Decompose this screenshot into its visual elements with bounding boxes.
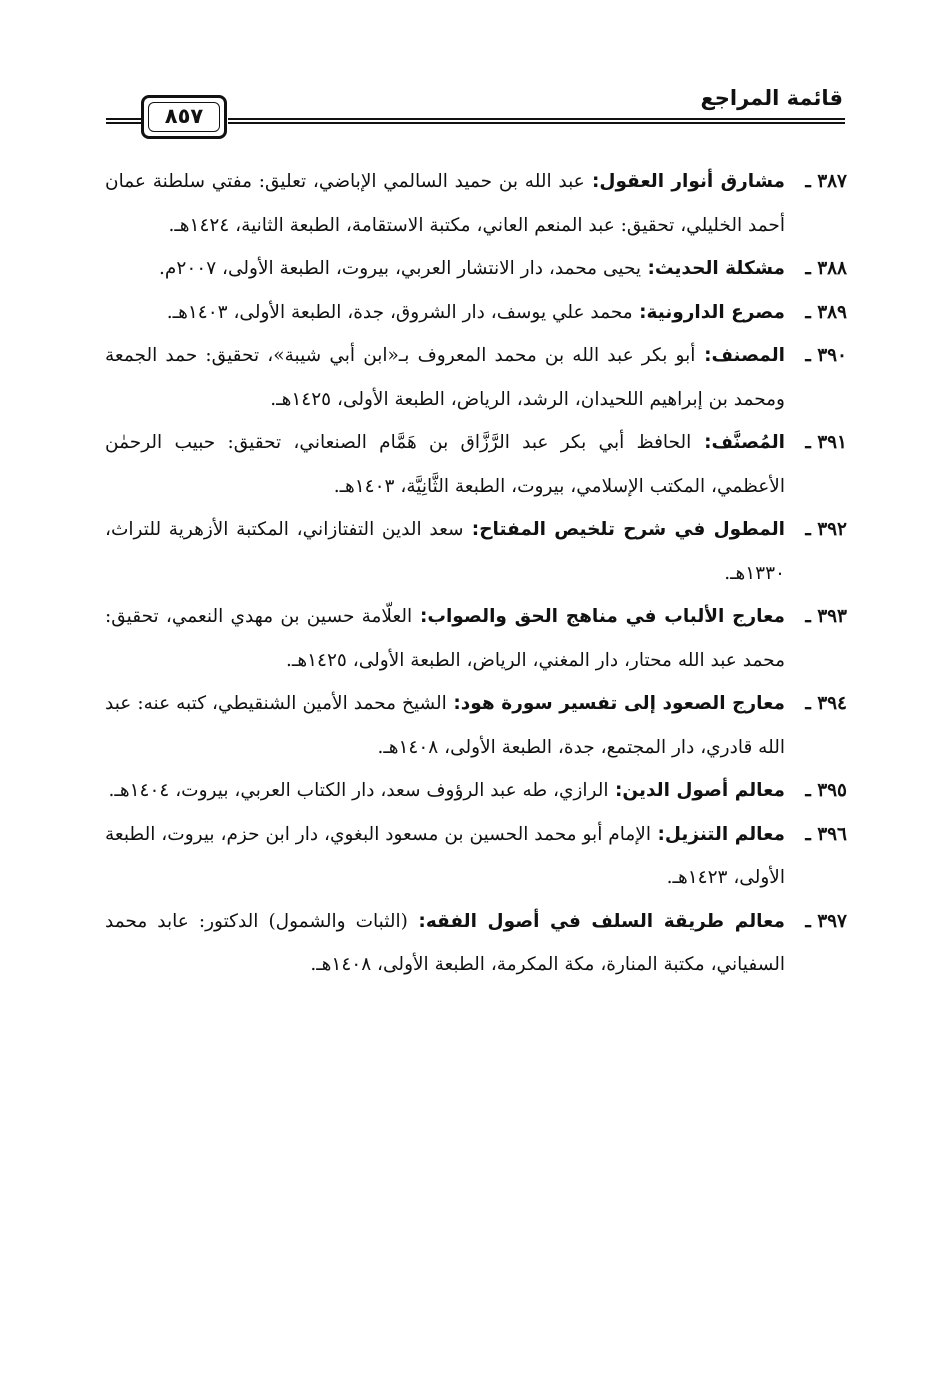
reference-entry xyxy=(105,291,847,335)
reference-entry xyxy=(105,682,847,769)
entry-number: ٣٩٠ ـ xyxy=(805,345,847,366)
entry-number: ٣٩٧ ـ xyxy=(805,910,847,932)
entry-text: (الثبات والشمول) الدكتور: عابد محمد السفياني، مكتبة المنارة، مكة المكرمة، الطبعة الأولى، ١٤٠٨هـ. xyxy=(105,910,785,975)
entry-title: المطول في شرح تلخيص المفتاح: xyxy=(463,519,785,540)
entry-number: ٣٩١ ـ xyxy=(805,432,847,453)
reference-entry xyxy=(105,900,847,987)
reference-entry xyxy=(105,334,847,421)
page-number-frame xyxy=(141,95,227,139)
entry-number: ٣٩٢ ـ xyxy=(805,519,847,540)
reference-entry xyxy=(105,595,847,682)
entry-title: معالم التنزيل: xyxy=(650,823,786,845)
entry-number: ٣٨٧ ـ xyxy=(805,171,847,192)
entry-title: المصنف: xyxy=(695,345,785,366)
header-rule-left xyxy=(106,118,142,124)
entry-number: ٣٩٦ ـ xyxy=(805,823,847,845)
entry-number: ٣٩٥ ـ xyxy=(805,780,847,801)
entry-text: العلّامة حسين بن مهدي النعمي، تحقيق: محمد عبد الله محتار، دار المغني، الرياض، الطبعة الأولى، ١٤٢٥هـ. xyxy=(105,606,785,671)
reference-entry xyxy=(105,508,847,595)
entry-text: الرازي، طه عبد الرؤوف سعد، دار الكتاب العربي، بيروت، ١٤٠٤هـ. xyxy=(108,780,609,801)
entry-title: معالم طريقة السلف في أصول الفقه: xyxy=(407,910,785,932)
entry-text: سعد الدين التفتازاني، المكتبة الأزهرية للتراث، ١٣٣٠هـ. xyxy=(105,519,785,584)
entry-title: مشكلة الحديث: xyxy=(641,258,785,279)
entry-number: ٣٩٣ ـ xyxy=(805,606,847,627)
entry-text: الشيخ محمد الأمين الشنقيطي، كتبه عنه: عبد الله قادري، دار المجتمع، جدة، الطبعة الأولى، ١٤٠٨هـ. xyxy=(105,693,785,758)
running-title: قائمة المراجع xyxy=(700,86,843,110)
entry-title: معارج الألباب في مناهج الحق والصواب: xyxy=(412,606,786,627)
reference-entry xyxy=(105,160,847,247)
entry-text: يحيى محمد، دار الانتشار العربي، بيروت، الطبعة الأولى، ٢٠٠٧م. xyxy=(159,258,642,279)
entry-title: المُصنَّف: xyxy=(691,432,785,453)
entry-text: الحافظ أبي بكر عبد الرَّزَّاق بن هَمَّام الصنعاني، تحقيق: حبيب الرحمٰن الأعظمي، المكتب الإسلامي، بيروت، الطبعة الثَّانِيَّة، ١٤٠٣هـ. xyxy=(105,432,785,497)
page-number: ٨٥٧ xyxy=(164,104,204,128)
reference-entry xyxy=(105,247,847,291)
entry-text: الإمام أبو محمد الحسين بن مسعود البغوي، دار ابن حزم، بيروت، الطبعة الأولى، ١٤٢٣هـ. xyxy=(105,823,785,888)
references-list xyxy=(105,160,847,987)
reference-entry xyxy=(105,421,847,508)
entry-title: معالم أصول الدين: xyxy=(608,780,785,801)
entry-title: مشارق أنوار العقول: xyxy=(584,171,785,192)
header-rule xyxy=(228,118,845,124)
entry-title: مصرع الدارونية: xyxy=(632,301,785,323)
entry-number: ٣٨٨ ـ xyxy=(805,258,847,279)
entry-text: محمد علي يوسف، دار الشروق، جدة، الطبعة الأولى، ١٤٠٣هـ. xyxy=(166,301,633,323)
reference-entry xyxy=(105,769,847,813)
reference-entry xyxy=(105,813,847,900)
entry-text: أبو بكر عبد الله بن محمد المعروف بـ«ابن أبي شيبة»، تحقيق: حمد الجمعة ومحمد بن إبراهيم اللحيدان، الرشد، الرياض، الطبعة الأولى، ١٤٢٥هـ. xyxy=(105,345,785,410)
entry-text: عبد الله بن حميد السالمي الإباضي، تعليق: مفتي سلطنة عمان أحمد الخليلي، تحقيق: عبد المنعم العاني، مكتبة الاستقامة، الطبعة الثانية، ١٤٢٤هـ. xyxy=(105,171,785,236)
entry-number: ٣٨٩ ـ xyxy=(805,301,847,323)
entry-title: معارج الصعود إلى تفسير سورة هود: xyxy=(446,693,785,714)
entry-number: ٣٩٤ ـ xyxy=(805,693,847,714)
